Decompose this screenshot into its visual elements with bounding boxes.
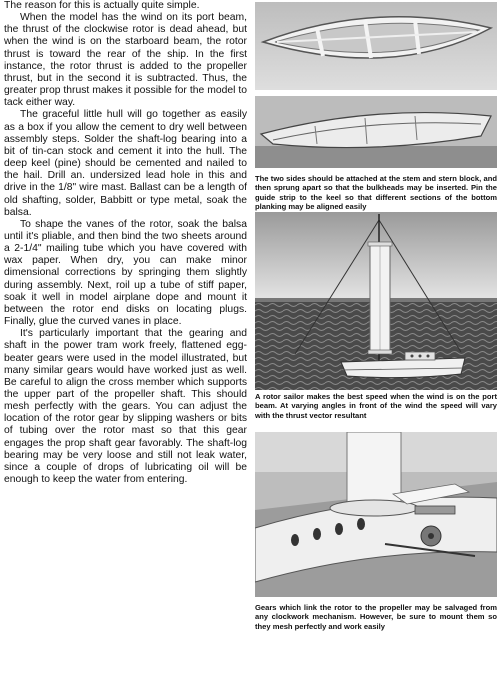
article-paragraph: It's particularly important that the gearing and shaft in the power tram work freely, flattened egg-beater gears were used in the model illustrated, but many similar gears would have worked just as well. Be careful to align the cross member which supports the upper part of the propeller shaft. This should mesh perfectly with the gears. You can adjust the location of the rotor gear by slipping washers or bits of tubing over the rotor mast so that this gear engages the prop shaft gear favorably. The shaft-log bearing may be very loose and still not leak water, since a couple of drops of lubricating oil will be enough to keep the water from entering. — [4, 328, 247, 486]
hull-frame-photo — [255, 2, 497, 90]
rotor-sailor-caption: A rotor sailor makes the best speed when the wind is on the port beam. At varying angles in front of the wind the speed will vary with the thrust vector resultant — [255, 392, 497, 420]
article-paragraph: To shape the vanes of the rotor, soak the balsa until it's pliable, and then bind the two sheets around a 2-1/4" mailing tube which you have covered with wax paper. When dry, you can make minor dimensional corrections by springing them slightly during assembly. Next, roil up a tube of stiff paper, soak it well in model airplane dope and mount it between the rotor end disks on locating plugs. Finally, glue the curved vanes in place. — [4, 218, 247, 328]
article-paragraph: The graceful little hull will go together as easily as a box if you allow the cement to dry well between assembly steps. Solder the shaft-log bearing into a bit of tin-can stock and cement it into the hull. The deep keel (pine) should be cemented and nailed to the hail. Drill an. undersized lead hole in this and drive in the 1/8" wire mast. Ballast can be a length of old shafting, solder, Babbitt or type metal, soak the balsa. — [4, 109, 247, 218]
hull-caption: The two sides should be attached at the stem and stern block, and then sprung apart so that the bulkheads may be inserted. Pin the guide strip to the keel so that different sections of the bottom planking may be aligned easily — [255, 174, 497, 211]
article-paragraph: The reason for this is actually quite simple. — [4, 0, 200, 11]
article-paragraph: When the model has the wind on its port beam, the thrust of the clockwise rotor is dead ahead, but when the wind is on the starboard beam, the rotor thrust is toward the rear of the ship. In the first instance, the rotor thrust is added to the propeller thrust, but in the second it is subtracted. Thus, the greater prop thrust makes it possible for the model to tack either way. — [4, 12, 247, 109]
hull-side-photo — [255, 96, 497, 168]
gears-caption: Gears which link the rotor to the propeller may be salvaged from any clockwork mechanism. However, be sure to mount them so they mesh perfectly and work easily — [255, 603, 497, 631]
article-body — [4, 0, 247, 486]
gears-photo — [255, 432, 497, 597]
rotor-sailor-photo — [255, 212, 497, 390]
